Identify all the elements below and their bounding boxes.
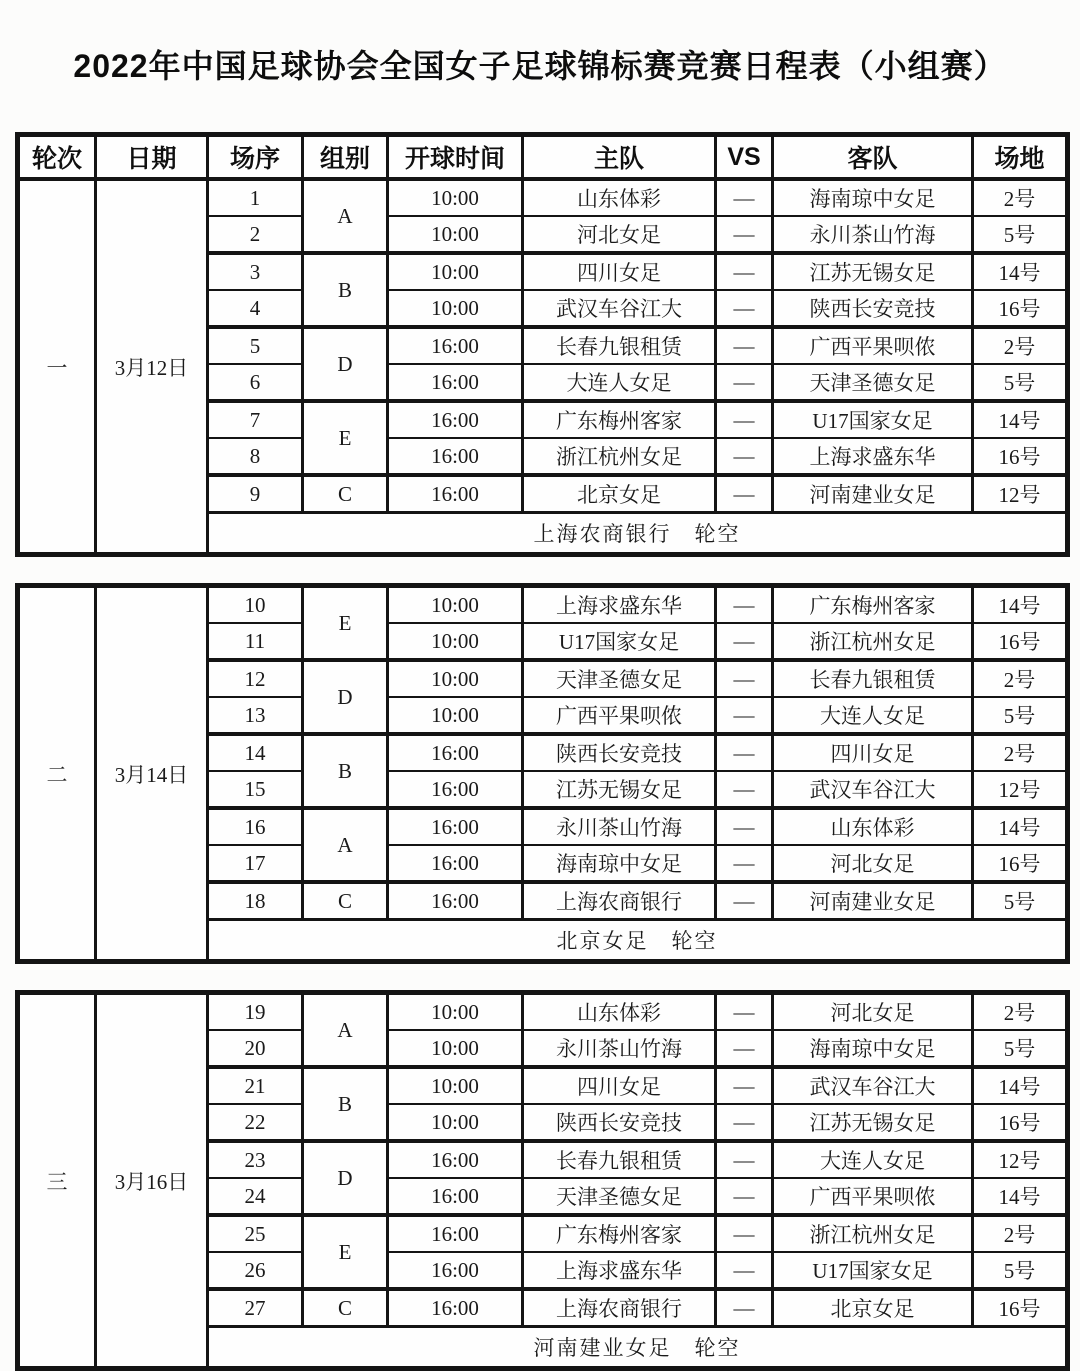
home-team-cell: 北京女足 <box>523 475 716 513</box>
away-team-cell: 武汉车谷江大 <box>773 771 973 808</box>
home-team-cell: 永川茶山竹海 <box>523 1030 716 1067</box>
away-team-cell: 天津圣德女足 <box>773 364 973 401</box>
away-team-cell: 四川女足 <box>773 734 973 771</box>
match-no-cell: 11 <box>208 623 303 660</box>
venue-cell: 16号 <box>973 438 1068 475</box>
away-team-cell: 江苏无锡女足 <box>773 253 973 290</box>
match-no-cell: 3 <box>208 253 303 290</box>
home-team-cell: 武汉车谷江大 <box>523 290 716 327</box>
kickoff-time-cell: 10:00 <box>388 660 523 697</box>
bye-cell: 河南建业女足 轮空 <box>208 1327 1068 1369</box>
venue-cell: 16号 <box>973 623 1068 660</box>
venue-cell: 2号 <box>973 734 1068 771</box>
header-cell-7: 客队 <box>773 135 973 180</box>
match-no-cell: 21 <box>208 1067 303 1104</box>
venue-cell: 5号 <box>973 216 1068 253</box>
round-cell: 一 <box>18 179 96 555</box>
bye-cell: 上海农商银行 轮空 <box>208 513 1068 555</box>
match-no-cell: 19 <box>208 993 303 1031</box>
kickoff-time-cell: 16:00 <box>388 808 523 845</box>
home-team-cell: 河北女足 <box>523 216 716 253</box>
group-cell: A <box>303 808 388 882</box>
away-team-cell: 山东体彩 <box>773 808 973 845</box>
venue-cell: 16号 <box>973 845 1068 882</box>
match-no-cell: 4 <box>208 290 303 327</box>
vs-cell: — <box>716 1178 773 1215</box>
vs-cell: — <box>716 1215 773 1252</box>
kickoff-time-cell: 16:00 <box>388 364 523 401</box>
venue-cell: 14号 <box>973 253 1068 290</box>
venue-cell: 14号 <box>973 808 1068 845</box>
home-team-cell: 永川茶山竹海 <box>523 808 716 845</box>
group-cell: A <box>303 179 388 253</box>
venue-cell: 14号 <box>973 401 1068 438</box>
away-team-cell: 浙江杭州女足 <box>773 623 973 660</box>
schedule-blocks <box>15 132 1065 1371</box>
kickoff-time-cell: 10:00 <box>388 993 523 1031</box>
match-no-cell: 27 <box>208 1289 303 1327</box>
vs-cell: — <box>716 845 773 882</box>
kickoff-time-cell: 16:00 <box>388 734 523 771</box>
venue-cell: 16号 <box>973 290 1068 327</box>
vs-cell: — <box>716 1030 773 1067</box>
match-no-cell: 13 <box>208 697 303 734</box>
away-team-cell: 广西平果呗侬 <box>773 1178 973 1215</box>
away-team-cell: 武汉车谷江大 <box>773 1067 973 1104</box>
venue-cell: 14号 <box>973 1178 1068 1215</box>
home-team-cell: 上海农商银行 <box>523 1289 716 1327</box>
match-no-cell: 7 <box>208 401 303 438</box>
vs-cell: — <box>716 364 773 401</box>
kickoff-time-cell: 10:00 <box>388 1104 523 1141</box>
group-cell: D <box>303 327 388 401</box>
match-no-cell: 1 <box>208 179 303 216</box>
venue-cell: 2号 <box>973 179 1068 216</box>
match-no-cell: 14 <box>208 734 303 771</box>
home-team-cell: 上海求盛东华 <box>523 586 716 624</box>
vs-cell: — <box>716 882 773 920</box>
vs-cell: — <box>716 1104 773 1141</box>
header-cell-4: 开球时间 <box>388 135 523 180</box>
match-no-cell: 23 <box>208 1141 303 1178</box>
kickoff-time-cell: 10:00 <box>388 623 523 660</box>
group-cell: D <box>303 660 388 734</box>
venue-cell: 5号 <box>973 1252 1068 1289</box>
vs-cell: — <box>716 697 773 734</box>
vs-cell: — <box>716 1067 773 1104</box>
away-team-cell: 大连人女足 <box>773 1141 973 1178</box>
home-team-cell: 长春九银租赁 <box>523 327 716 364</box>
venue-cell: 5号 <box>973 1030 1068 1067</box>
kickoff-time-cell: 10:00 <box>388 253 523 290</box>
group-cell: B <box>303 253 388 327</box>
page-title: 2022年中国足球协会全国女子足球锦标赛竞赛日程表（小组赛） <box>73 48 1007 84</box>
kickoff-time-cell: 16:00 <box>388 1289 523 1327</box>
kickoff-time-cell: 16:00 <box>388 1215 523 1252</box>
match-no-cell: 9 <box>208 475 303 513</box>
vs-cell: — <box>716 179 773 216</box>
venue-cell: 16号 <box>973 1289 1068 1327</box>
header-row <box>18 135 1068 180</box>
match-no-cell: 5 <box>208 327 303 364</box>
date-cell: 3月16日 <box>96 993 208 1369</box>
kickoff-time-cell: 10:00 <box>388 697 523 734</box>
home-team-cell: 山东体彩 <box>523 993 716 1031</box>
home-team-cell: 天津圣德女足 <box>523 660 716 697</box>
venue-cell: 2号 <box>973 660 1068 697</box>
home-team-cell: 广东梅州客家 <box>523 401 716 438</box>
venue-cell: 5号 <box>973 697 1068 734</box>
group-cell: D <box>303 1141 388 1215</box>
home-team-cell: 陕西长安竞技 <box>523 1104 716 1141</box>
group-cell: E <box>303 401 388 475</box>
home-team-cell: 江苏无锡女足 <box>523 771 716 808</box>
round-table-2 <box>15 583 1070 964</box>
header-cell-0: 轮次 <box>18 135 96 180</box>
venue-cell: 14号 <box>973 586 1068 624</box>
match-no-cell: 12 <box>208 660 303 697</box>
home-team-cell: 上海求盛东华 <box>523 1252 716 1289</box>
home-team-cell: 天津圣德女足 <box>523 1178 716 1215</box>
kickoff-time-cell: 16:00 <box>388 1178 523 1215</box>
away-team-cell: 江苏无锡女足 <box>773 1104 973 1141</box>
away-team-cell: 河南建业女足 <box>773 882 973 920</box>
group-cell: C <box>303 882 388 920</box>
home-team-cell: 四川女足 <box>523 253 716 290</box>
away-team-cell: 河南建业女足 <box>773 475 973 513</box>
home-team-cell: U17国家女足 <box>523 623 716 660</box>
vs-cell: — <box>716 1141 773 1178</box>
kickoff-time-cell: 10:00 <box>388 179 523 216</box>
match-no-cell: 26 <box>208 1252 303 1289</box>
venue-cell: 2号 <box>973 993 1068 1031</box>
match-no-cell: 25 <box>208 1215 303 1252</box>
kickoff-time-cell: 16:00 <box>388 1141 523 1178</box>
home-team-cell: 大连人女足 <box>523 364 716 401</box>
match-no-cell: 16 <box>208 808 303 845</box>
away-team-cell: 永川茶山竹海 <box>773 216 973 253</box>
header-cell-5: 主队 <box>523 135 716 180</box>
kickoff-time-cell: 16:00 <box>388 438 523 475</box>
header-cell-8: 场地 <box>973 135 1068 180</box>
venue-cell: 12号 <box>973 771 1068 808</box>
home-team-cell: 山东体彩 <box>523 179 716 216</box>
home-team-cell: 广西平果呗侬 <box>523 697 716 734</box>
away-team-cell: 浙江杭州女足 <box>773 1215 973 1252</box>
date-cell: 3月12日 <box>96 179 208 555</box>
kickoff-time-cell: 16:00 <box>388 475 523 513</box>
group-cell: A <box>303 993 388 1068</box>
away-team-cell: 河北女足 <box>773 845 973 882</box>
home-team-cell: 上海农商银行 <box>523 882 716 920</box>
home-team-cell: 浙江杭州女足 <box>523 438 716 475</box>
away-team-cell: 上海求盛东华 <box>773 438 973 475</box>
away-team-cell: 广东梅州客家 <box>773 586 973 624</box>
vs-cell: — <box>716 1252 773 1289</box>
venue-cell: 2号 <box>973 327 1068 364</box>
match-no-cell: 20 <box>208 1030 303 1067</box>
away-team-cell: 广西平果呗侬 <box>773 327 973 364</box>
home-team-cell: 海南琼中女足 <box>523 845 716 882</box>
kickoff-time-cell: 10:00 <box>388 1067 523 1104</box>
group-cell: B <box>303 1067 388 1141</box>
match-no-cell: 24 <box>208 1178 303 1215</box>
match-row <box>18 586 1068 624</box>
home-team-cell: 四川女足 <box>523 1067 716 1104</box>
home-team-cell: 陕西长安竞技 <box>523 734 716 771</box>
kickoff-time-cell: 10:00 <box>388 216 523 253</box>
kickoff-time-cell: 16:00 <box>388 882 523 920</box>
round-cell: 二 <box>18 586 96 962</box>
kickoff-time-cell: 10:00 <box>388 1030 523 1067</box>
vs-cell: — <box>716 993 773 1031</box>
vs-cell: — <box>716 586 773 624</box>
round-cell: 三 <box>18 993 96 1369</box>
away-team-cell: 陕西长安竞技 <box>773 290 973 327</box>
home-team-cell: 广东梅州客家 <box>523 1215 716 1252</box>
vs-cell: — <box>716 623 773 660</box>
header-cell-6: VS <box>716 135 773 180</box>
away-team-cell: 大连人女足 <box>773 697 973 734</box>
bye-cell: 北京女足 轮空 <box>208 920 1068 962</box>
vs-cell: — <box>716 216 773 253</box>
home-team-cell: 长春九银租赁 <box>523 1141 716 1178</box>
header-cell-2: 场序 <box>208 135 303 180</box>
date-cell: 3月14日 <box>96 586 208 962</box>
venue-cell: 12号 <box>973 475 1068 513</box>
kickoff-time-cell: 16:00 <box>388 771 523 808</box>
vs-cell: — <box>716 401 773 438</box>
match-row <box>18 993 1068 1031</box>
vs-cell: — <box>716 734 773 771</box>
venue-cell: 16号 <box>973 1104 1068 1141</box>
venue-cell: 12号 <box>973 1141 1068 1178</box>
venue-cell: 2号 <box>973 1215 1068 1252</box>
kickoff-time-cell: 16:00 <box>388 327 523 364</box>
kickoff-time-cell: 16:00 <box>388 1252 523 1289</box>
venue-cell: 5号 <box>973 364 1068 401</box>
header-cell-3: 组别 <box>303 135 388 180</box>
kickoff-time-cell: 10:00 <box>388 290 523 327</box>
vs-cell: — <box>716 808 773 845</box>
vs-cell: — <box>716 660 773 697</box>
round-table-3 <box>15 990 1070 1371</box>
away-team-cell: 海南琼中女足 <box>773 1030 973 1067</box>
group-cell: C <box>303 475 388 513</box>
round-table-1 <box>15 132 1070 557</box>
away-team-cell: U17国家女足 <box>773 1252 973 1289</box>
venue-cell: 14号 <box>973 1067 1068 1104</box>
header-cell-1: 日期 <box>96 135 208 180</box>
away-team-cell: 北京女足 <box>773 1289 973 1327</box>
match-row <box>18 179 1068 216</box>
match-no-cell: 2 <box>208 216 303 253</box>
match-no-cell: 10 <box>208 586 303 624</box>
vs-cell: — <box>716 290 773 327</box>
group-cell: C <box>303 1289 388 1327</box>
away-team-cell: 长春九银租赁 <box>773 660 973 697</box>
kickoff-time-cell: 16:00 <box>388 845 523 882</box>
group-cell: E <box>303 586 388 661</box>
match-no-cell: 8 <box>208 438 303 475</box>
away-team-cell: 海南琼中女足 <box>773 179 973 216</box>
match-no-cell: 15 <box>208 771 303 808</box>
group-cell: B <box>303 734 388 808</box>
match-no-cell: 18 <box>208 882 303 920</box>
away-team-cell: U17国家女足 <box>773 401 973 438</box>
match-no-cell: 22 <box>208 1104 303 1141</box>
group-cell: E <box>303 1215 388 1289</box>
vs-cell: — <box>716 438 773 475</box>
venue-cell: 5号 <box>973 882 1068 920</box>
vs-cell: — <box>716 327 773 364</box>
away-team-cell: 河北女足 <box>773 993 973 1031</box>
vs-cell: — <box>716 1289 773 1327</box>
vs-cell: — <box>716 771 773 808</box>
kickoff-time-cell: 16:00 <box>388 401 523 438</box>
match-no-cell: 6 <box>208 364 303 401</box>
kickoff-time-cell: 10:00 <box>388 586 523 624</box>
vs-cell: — <box>716 253 773 290</box>
vs-cell: — <box>716 475 773 513</box>
match-no-cell: 17 <box>208 845 303 882</box>
